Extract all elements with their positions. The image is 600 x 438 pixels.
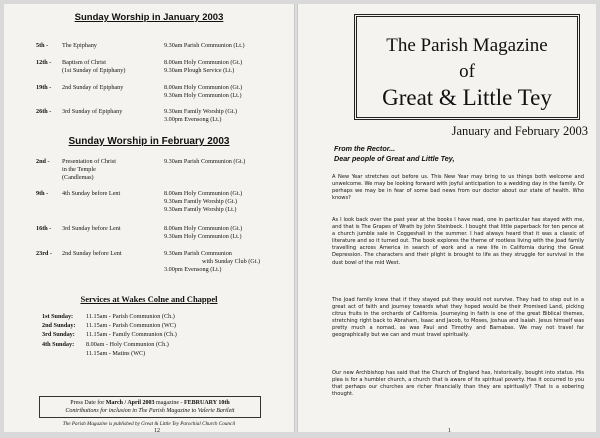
sunday-name-line: The Epiphany	[62, 42, 97, 49]
wakes-day: 4th Sunday:	[42, 340, 75, 348]
january-title: Sunday Worship in January 2003	[74, 12, 224, 23]
paragraph-4: Our new Archbishop has said that the Church of England has, historically, bought into status. His plea is for a humbler church, a church that is aware of its spiritual poverty. Has it occurred to you that perhaps our churches are richer financially than they are spiritually? That is a sobering thought.	[332, 370, 584, 398]
wakes-service: 11.15am - Family Communion (Ch.)	[86, 331, 177, 339]
sunday-date: 5th -	[36, 42, 49, 49]
sunday-name	[62, 190, 158, 198]
press-line1-mid: magazine -	[154, 400, 184, 406]
service-times	[164, 190, 292, 214]
left-page	[4, 4, 294, 432]
title-line-2: of	[459, 61, 475, 82]
wakes-service: 11.15am - Parish Communion (Ch.)	[86, 313, 175, 320]
sunday-name-line: (Candlemas)	[62, 174, 94, 181]
issue-date: January and February 2003	[451, 124, 588, 138]
sunday-date: 19th -	[36, 84, 52, 91]
title-line-3: Great & Little Tey	[382, 85, 552, 110]
sunday-name-line: 3rd Sunday of Epiphany	[62, 108, 123, 115]
paragraph-1: A New Year stretches out before us. This New Year may bring to us things both welcome and unwelcome. We may be looking forward with joyful anticipation to a wedding day in the family. Or perhaps we may be in fear of some bad news from our doctor about our state of health. Who knows?	[332, 174, 584, 202]
service-line: 9.30am Holy Communion (Lt.)	[164, 92, 242, 99]
service-line: 9.30am Plough Service (Lt.)	[164, 67, 235, 74]
service-line: with Sunday Club (Gt.)	[202, 258, 261, 265]
service-times	[164, 225, 292, 241]
sunday-name	[62, 108, 158, 116]
press-line1-issue: March / April 2003	[105, 400, 155, 406]
rector-heading	[334, 144, 454, 164]
sunday-name-line: 2nd Sunday before Lent	[62, 250, 122, 257]
wakes-service: 11.15am - Matins (WC)	[86, 349, 146, 357]
sunday-name-line: 3rd Sunday before Lent	[62, 225, 121, 232]
page-number-left: 12	[154, 428, 160, 434]
sunday-date: 2nd -	[36, 158, 50, 165]
service-line: 9.30am Family Worship (Gt.)	[164, 108, 238, 115]
sunday-name-line: Baptism of Christ	[62, 59, 107, 66]
page-number-right: 1	[448, 428, 451, 434]
wakes-row	[42, 341, 169, 349]
sunday-name	[62, 250, 158, 258]
february-title: Sunday Worship in February 2003	[68, 136, 230, 147]
press-line1-date: FEBRUARY 10th	[183, 400, 230, 406]
service-times	[164, 84, 292, 100]
title-line-1: The Parish Magazine	[386, 35, 548, 56]
wakes-colne-title: Services at Wakes Colne and Chappel	[80, 294, 218, 304]
wakes-row	[42, 350, 145, 358]
sunday-date: 9th -	[36, 190, 49, 197]
wakes-row	[42, 331, 177, 339]
sunday-name-line: in the Temple	[62, 166, 96, 173]
paragraph-2: As I look back over the past year at the books I have read, one in particular has stayed with me, and that is The Grapes of Wrath by John Steinbeck. I bought that little paperback for ten pence at a church jumble sale in Coggeshall in the summer. I had always heard that it was a classic of literature and so it turned out. The book explores the theme of rootless living with the Joad family travelling across America in search of work and a new life in California during the Great Depression. The characters and their plight is brought to life as they struggle for survival in the dust bowl of the mid West.	[332, 217, 584, 266]
paragraph-3: The Joad family knew that if they stayed put they would not survive. They had to step out in a great act of faith and journey towards what they hoped would be their Promised Land, picking citrus fruits in the orchards of California. Journeying in faith is one of the great Biblical themes, stretching right back to Abraham, Isaac and Jacob, to Moses, Joshua and Isaiah. Jesus himself was pretty much a nomad, as was Paul and Timothy and Barnabas. We may not travel far geographically but we can and must travel spiritually.	[332, 297, 584, 339]
press-line2: Contributions for inclusion in The Parish Magazine to Valerie Bartlett	[65, 408, 235, 414]
service-line: 9.30am Family Worship (Lt.)	[164, 206, 237, 213]
sunday-name-line: (1st Sunday of Epiphany)	[62, 67, 126, 74]
service-line: 9.30am Parish Communion	[164, 250, 232, 257]
wakes-service: 8.00am - Holy Communion (Ch.)	[86, 340, 169, 348]
right-page	[298, 4, 596, 432]
from-rector: From the Rector...	[334, 144, 396, 153]
service-line: 9.30am Parish Communion (Gt.)	[164, 158, 246, 165]
sunday-date: 12th -	[36, 59, 52, 66]
wakes-row	[42, 313, 175, 321]
press-line1-pre: Press Date for	[70, 400, 106, 406]
sunday-name	[62, 42, 158, 50]
sunday-name	[62, 59, 158, 75]
wakes-day: 2nd Sunday:	[42, 322, 76, 330]
magazine-title-box	[354, 14, 580, 120]
service-line: 3.00pm Evensong (Lt.)	[164, 116, 222, 123]
sunday-name	[62, 225, 158, 233]
sunday-date: 16th -	[36, 225, 52, 232]
service-line: 9.30am Parish Communion (Lt.)	[164, 42, 245, 49]
service-line: 8.00am Holy Communion (Gt.)	[164, 190, 243, 197]
service-times	[164, 158, 292, 166]
sunday-name-line: 4th Sunday before Lent	[62, 190, 121, 197]
sunday-name-line: 2nd Sunday of Epiphany	[62, 84, 124, 91]
wakes-day: 3rd Sunday:	[42, 331, 75, 339]
sunday-name	[62, 84, 158, 92]
sunday-name-line: Presentation of Christ	[62, 158, 116, 165]
publisher-footer: The Parish Magazine is published by Great & Little Tey Parochial Church Council	[62, 421, 236, 427]
wakes-row	[42, 322, 176, 330]
service-times	[164, 108, 292, 124]
service-times	[164, 59, 292, 75]
service-line: 8.00am Holy Communion (Gt.)	[164, 225, 243, 232]
greeting: Dear people of Great and Little Tey,	[334, 154, 455, 163]
service-line: 8.00am Holy Communion (Gt.)	[164, 59, 243, 66]
wakes-day: 1st Sunday:	[42, 313, 74, 320]
service-times	[164, 250, 292, 274]
sunday-date: 23rd -	[36, 250, 52, 257]
press-date-box	[39, 396, 261, 418]
service-line: 3.00pm Evensong (Lt.)	[164, 266, 222, 273]
sunday-name	[62, 158, 158, 182]
service-times	[164, 42, 292, 50]
service-line: 9.30am Holy Communion (Lt.)	[164, 233, 242, 240]
service-line: 8.00am Holy Communion (Gt.)	[164, 84, 243, 91]
service-line: 9.30am Family Worship (Gt.)	[164, 198, 238, 205]
wakes-service: 11.15am - Parish Communion (WC)	[86, 322, 176, 330]
sunday-date: 26th -	[36, 108, 52, 115]
